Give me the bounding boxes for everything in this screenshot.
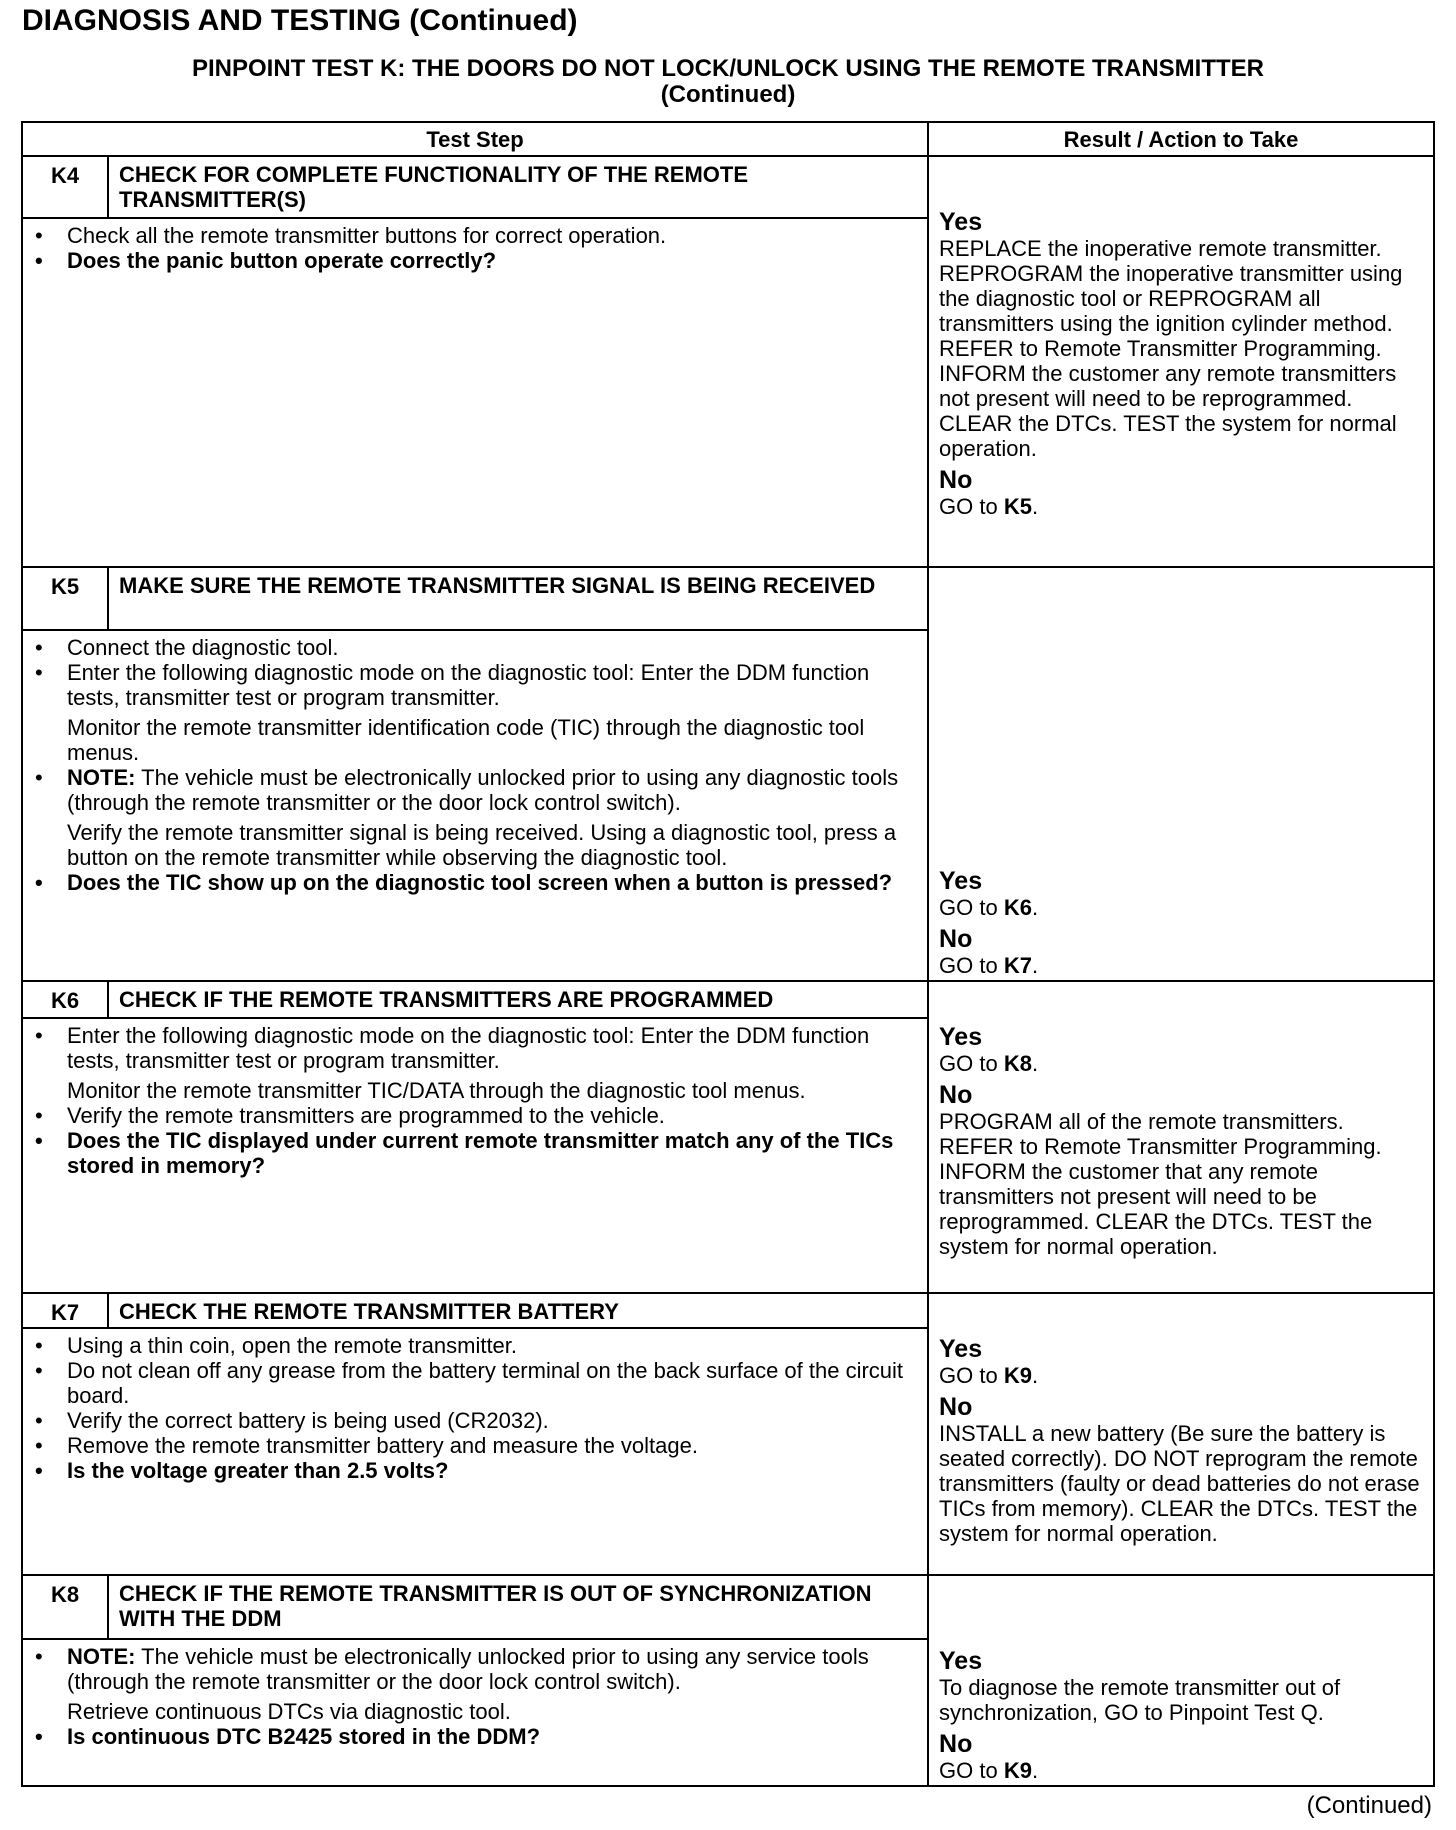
yes-label: Yes xyxy=(939,867,983,895)
list-item: • Remove the remote transmitter battery and measure the voltage. xyxy=(33,1433,919,1458)
yes-action: To diagnose the remote transmitter out of synchronization, GO to Pinpoint Test Q. xyxy=(939,1675,1341,1725)
list-item-note: • NOTE: The vehicle must be electronically unlocked prior to using any service tools (through the remote transmitter or the door lock control switch). xyxy=(33,1644,919,1694)
step-title: MAKE SURE THE REMOTE TRANSMITTER SIGNAL IS BEING RECEIVED xyxy=(108,567,928,630)
no-action: GO to K9. xyxy=(939,1758,1039,1783)
continued-footer: (Continued) xyxy=(1306,1792,1432,1819)
step-number: K4 xyxy=(22,156,108,218)
yes-label: Yes xyxy=(939,1335,983,1363)
list-item: • Connect the diagnostic tool. xyxy=(33,635,919,660)
pinpoint-test-table xyxy=(21,121,1435,1787)
step-result xyxy=(928,156,1434,567)
step-title: CHECK FOR COMPLETE FUNCTIONALITY OF THE REMOTE TRANSMITTER(S) xyxy=(108,156,928,218)
question-item: • Does the panic button operate correctly? xyxy=(33,248,919,273)
list-item: • Check all the remote transmitter buttons for correct operation. xyxy=(33,223,919,248)
yes-label: Yes xyxy=(939,208,983,236)
question-item: • Is continuous DTC B2425 stored in the DDM? xyxy=(33,1724,919,1749)
subtitle-line1: PINPOINT TEST K: THE DOORS DO NOT LOCK/UNLOCK USING THE REMOTE TRANSMITTER xyxy=(192,55,1264,82)
step-number: K7 xyxy=(22,1293,108,1328)
no-action: PROGRAM all of the remote transmitters. REFER to Remote Transmitter Programming. INFORM the customer that any remote transmitters not present will need to be reprogrammed. CLEAR the DTCs. TEST the system for normal operation. xyxy=(939,1109,1382,1259)
no-label: No xyxy=(939,1393,973,1421)
step-body xyxy=(22,218,928,567)
yes-label: Yes xyxy=(939,1023,983,1051)
question-item: • Does the TIC displayed under current remote transmitter match any of the TICs stored in memory? xyxy=(33,1128,919,1178)
list-item: • Verify the remote transmitters are programmed to the vehicle. xyxy=(33,1103,919,1128)
step-number: K6 xyxy=(22,981,108,1018)
step-result xyxy=(928,1293,1434,1575)
list-paragraph: Verify the remote transmitter signal is being received. Using a diagnostic tool, press a button on the remote transmitter while observing the diagnostic tool. xyxy=(67,820,897,870)
list-paragraph: Monitor the remote transmitter TIC/DATA through the diagnostic tool menus. xyxy=(67,1078,806,1103)
yes-action: GO to K8. xyxy=(939,1051,1039,1076)
step-title: CHECK IF THE REMOTE TRANSMITTER IS OUT OF SYNCHRONIZATION WITH THE DDM xyxy=(108,1575,928,1639)
step-body xyxy=(22,630,928,981)
list-item-note: • NOTE: The vehicle must be electronically unlocked prior to using any diagnostic tools (through the remote transmitter or the door lock control switch). xyxy=(33,765,919,815)
question-item: • Does the TIC show up on the diagnostic tool screen when a button is pressed? xyxy=(33,870,919,895)
no-label: No xyxy=(939,1730,973,1758)
step-result xyxy=(928,1575,1434,1786)
yes-action: GO to K6. xyxy=(939,895,1039,920)
step-number: K5 xyxy=(22,567,108,630)
yes-action: GO to K9. xyxy=(939,1363,1039,1388)
step-body xyxy=(22,1639,928,1786)
section-title: DIAGNOSIS AND TESTING (Continued) xyxy=(22,4,578,37)
yes-action: REPLACE the inoperative remote transmitter. REPROGRAM the inoperative transmitter using the diagnostic tool or REPROGRAM all transmitters using the ignition cylinder method. REFER to Remote Transmitter Programming. INFORM the customer any remote transmitters not present will need to be reprogrammed. CLEAR the DTCs. TEST the system for normal operation. xyxy=(939,236,1403,461)
list-item: • Enter the following diagnostic mode on the diagnostic tool: Enter the DDM function tests, transmitter test or program transmitter. xyxy=(33,1023,919,1073)
step-number: K8 xyxy=(22,1575,108,1639)
no-label: No xyxy=(939,1081,973,1109)
no-action: INSTALL a new battery (Be sure the battery is seated correctly). DO NOT reprogram the remote transmitters (faulty or dead batteries do not erase TICs from memory). CLEAR the DTCs. TEST the system for normal operation. xyxy=(939,1421,1420,1546)
step-title: CHECK THE REMOTE TRANSMITTER BATTERY xyxy=(108,1293,928,1328)
question-item: • Is the voltage greater than 2.5 volts? xyxy=(33,1458,919,1483)
list-paragraph: Monitor the remote transmitter identification code (TIC) through the diagnostic tool menus. xyxy=(67,715,865,765)
col-header-result: Result / Action to Take xyxy=(928,122,1434,156)
no-label: No xyxy=(939,925,973,953)
list-item: • Verify the correct battery is being used (CR2032). xyxy=(33,1408,919,1433)
step-title: CHECK IF THE REMOTE TRANSMITTERS ARE PROGRAMMED xyxy=(108,981,928,1018)
step-result xyxy=(928,981,1434,1293)
yes-label: Yes xyxy=(939,1647,983,1675)
list-item: • Using a thin coin, open the remote transmitter. xyxy=(33,1333,919,1358)
list-paragraph: Retrieve continuous DTCs via diagnostic tool. xyxy=(67,1699,511,1724)
col-header-test-step: Test Step xyxy=(22,122,928,156)
list-item: • Enter the following diagnostic mode on the diagnostic tool: Enter the DDM function tests, transmitter test or program transmitter. xyxy=(33,660,919,710)
step-body xyxy=(22,1328,928,1575)
subtitle-line2: (Continued) xyxy=(660,81,796,108)
no-action: GO to K5. xyxy=(939,494,1039,519)
pinpoint-test-title xyxy=(0,56,1456,108)
step-result xyxy=(928,567,1434,981)
no-action: GO to K7. xyxy=(939,953,1039,978)
no-label: No xyxy=(939,466,973,494)
list-item: • Do not clean off any grease from the battery terminal on the back surface of the circuit board. xyxy=(33,1358,919,1408)
step-body xyxy=(22,1018,928,1293)
